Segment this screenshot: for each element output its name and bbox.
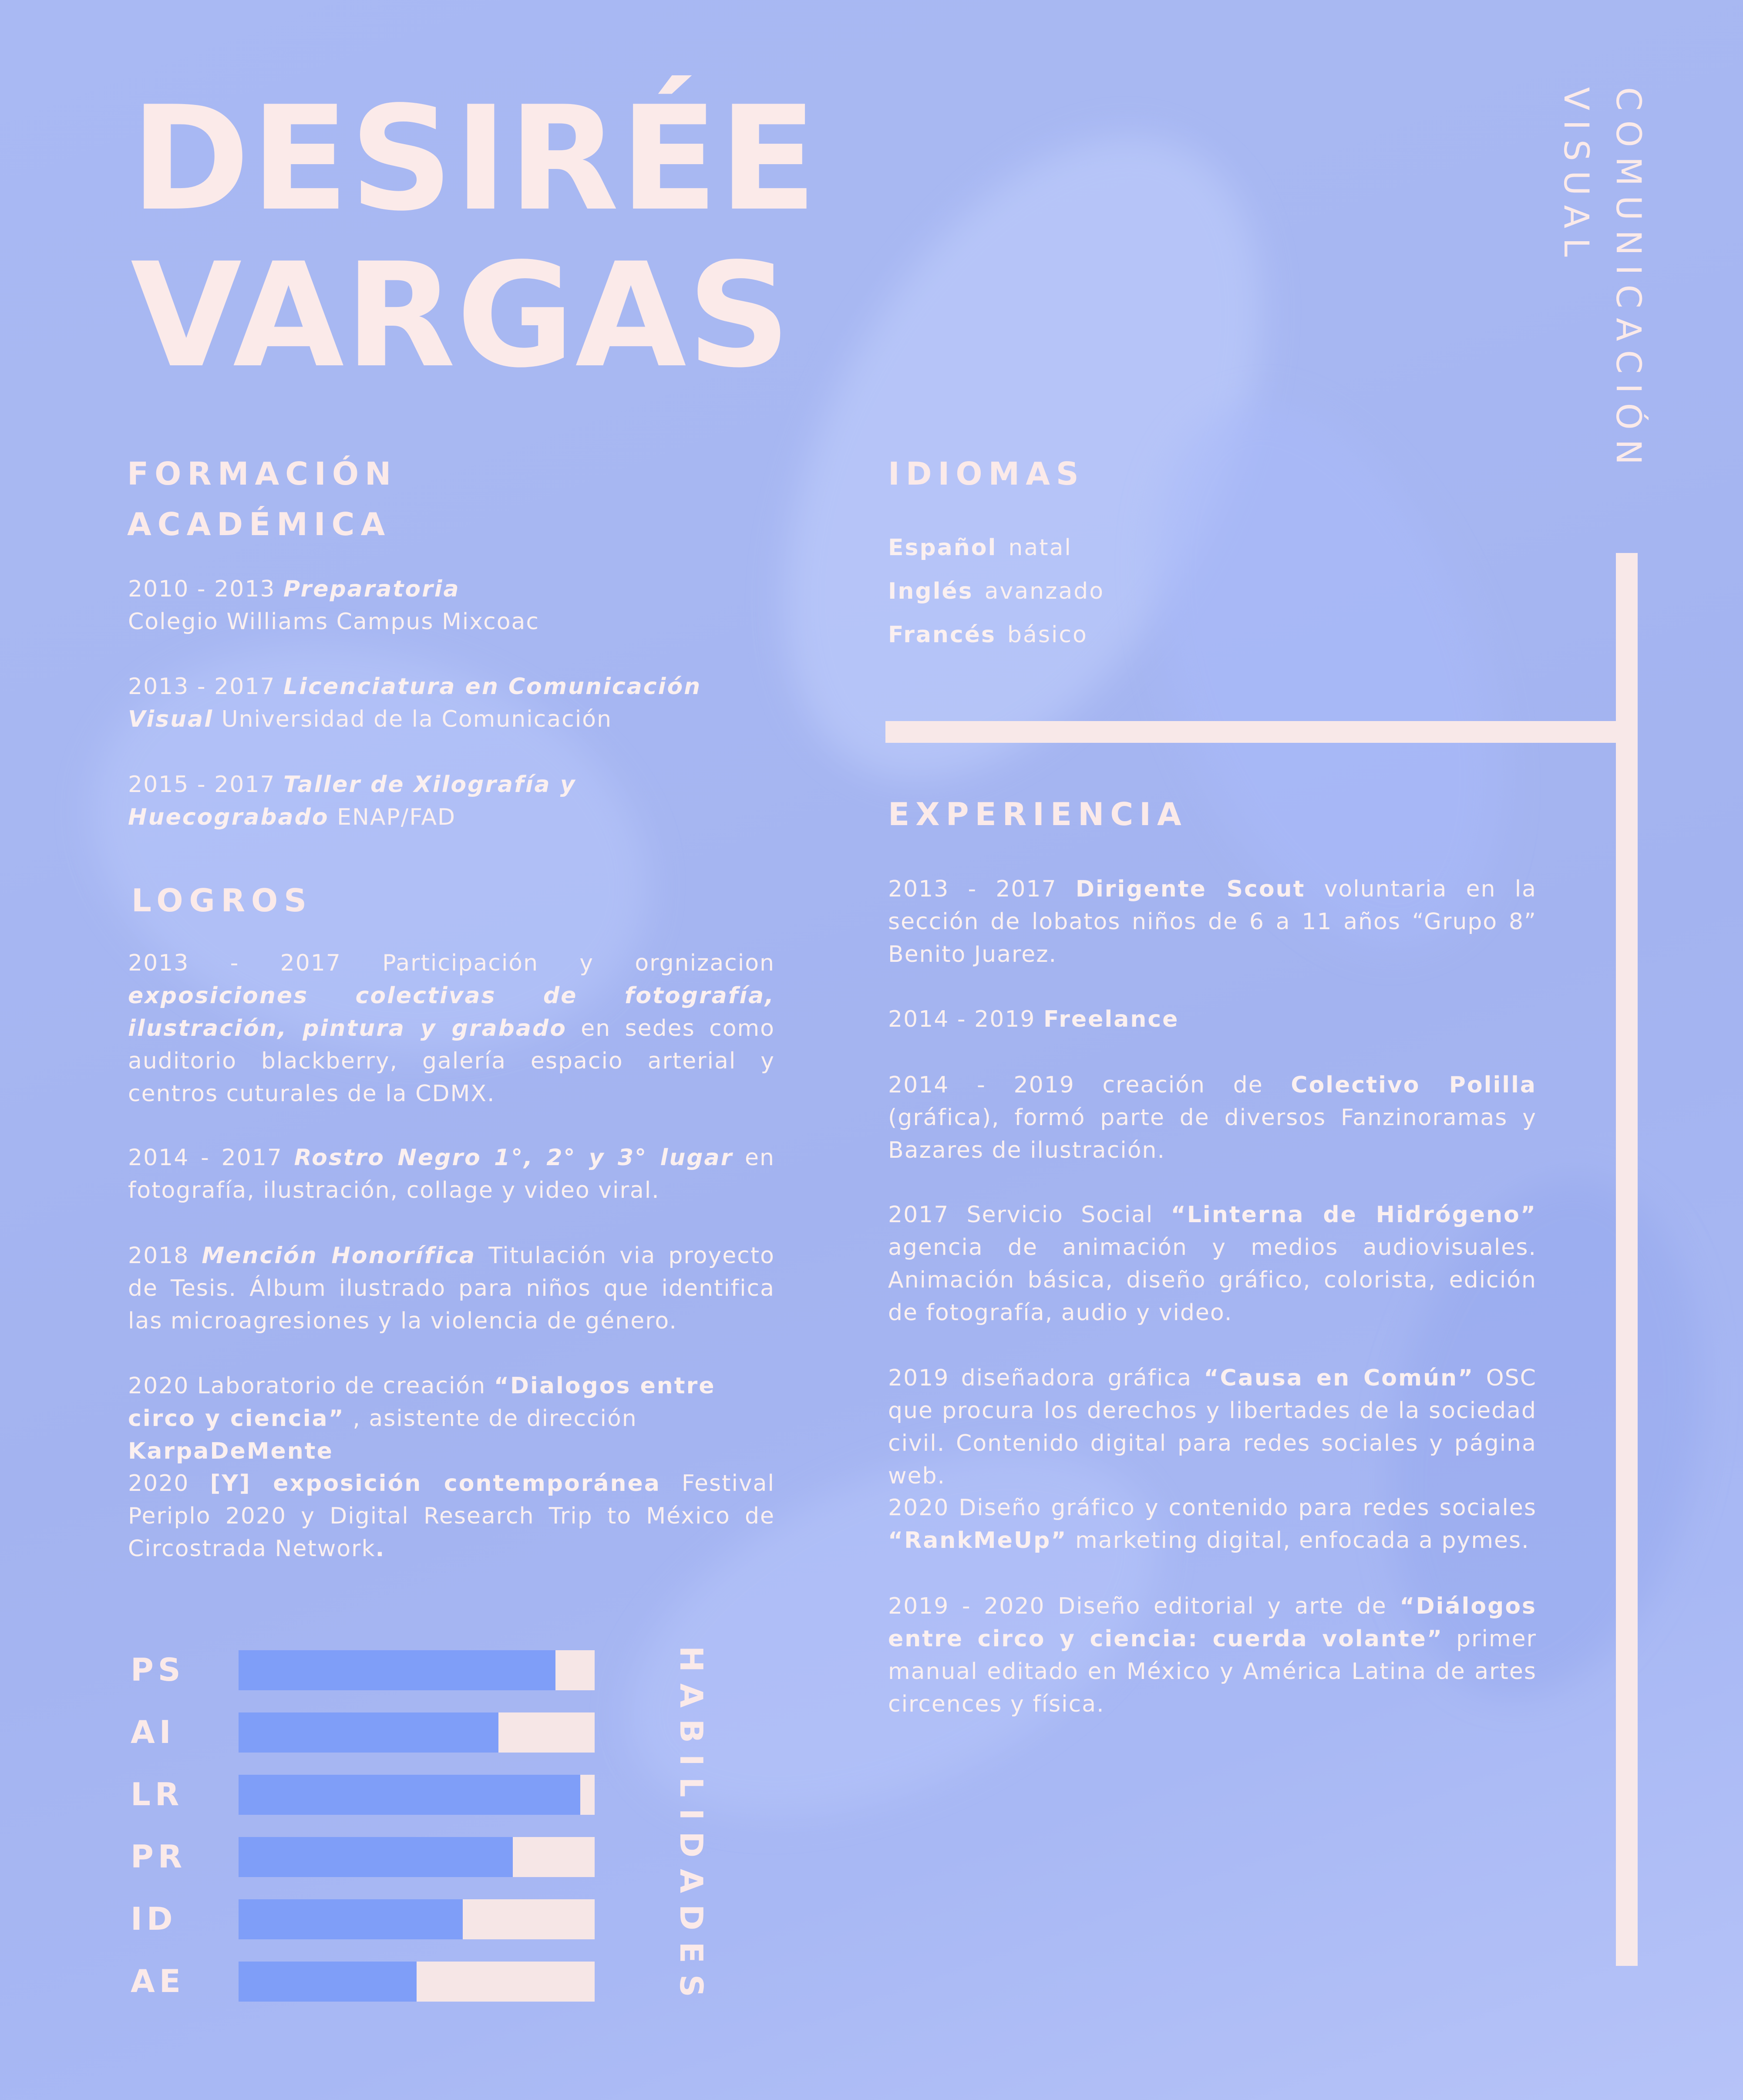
skill-bar-id — [239, 1899, 595, 1939]
skill-label-lr: LR — [131, 1776, 184, 1813]
skill-bar-ai — [239, 1712, 595, 1753]
entry-title: Licenciatura en Comunicación Visual — [128, 674, 702, 732]
language-name: Francés — [888, 622, 996, 648]
experiencia-entry: 2013 - 2017 Dirigente Scout voluntaria en la sección de lobatos niños de 6 a 11 años “Grupo 8” Benito Juarez. — [888, 876, 1537, 967]
entry-place: Universidad de la Comunicación — [221, 706, 612, 732]
idiomas-heading: IDIOMAS — [888, 455, 1085, 492]
formacion-entry — [128, 671, 781, 736]
logros-entry: 2014 - 2017 Rostro Negro 1°, 2° y 3° lugar en fotografía, ilustración, collage y video viral. — [128, 1145, 775, 1203]
entry-dates: 2010 - 2013 — [128, 576, 276, 602]
entry-place: ENAP/FAD — [337, 804, 456, 830]
skill-label-ai: AI — [131, 1714, 175, 1750]
habilidades-heading: HABILIDADES — [673, 1646, 710, 2009]
formacion-heading — [127, 448, 780, 549]
entry-place: Colegio Williams Campus Mixcoac — [128, 609, 540, 635]
language-name: Inglés — [888, 578, 973, 604]
logros-entry: 2018 Mención Honorífica Titulación via proyecto de Tesis. Álbum ilustrado para niños que identifica las microagresiones y la violencia de género. — [128, 1243, 775, 1334]
experiencia-entry: 2014 - 2019 Freelance — [888, 1006, 1179, 1032]
horizontal-divider — [885, 721, 1638, 743]
formacion-entry — [128, 769, 668, 834]
entry-dates: 2013 - 2017 — [128, 674, 276, 700]
skill-bar-fill — [239, 1712, 498, 1753]
language-level: natal — [1008, 535, 1072, 561]
skill-bar-ps — [239, 1650, 595, 1690]
language-item — [888, 622, 1088, 648]
experiencia-entry: 2014 - 2019 creación de Colectivo Polilla (gráfica), formó parte de diversos Fanzinoramas y Bazares de ilustración. — [888, 1072, 1537, 1163]
formacion-heading-line1: FORMACIÓN — [127, 455, 397, 492]
language-level: avanzado — [984, 578, 1105, 604]
language-name: Español — [888, 535, 997, 561]
last-name: VARGAS — [131, 232, 792, 399]
vertical-divider — [1616, 553, 1638, 1966]
experiencia-entry: 2019 diseñadora gráfica “Causa en Común” OSC que procura los derechos y libertades de la sociedad civil. Contenido digital para redes sociales y página web. — [888, 1365, 1537, 1489]
skill-bar-ae — [239, 1962, 595, 2002]
logros-entry: 2020 [Y] exposición contemporánea Festival Periplo 2020 y Digital Research Trip to México de Circostrada Network. — [128, 1470, 775, 1562]
formacion-heading-line2: ACADÉMICA — [127, 506, 391, 543]
experiencia-entry: 2020 Diseño gráfico y contenido para redes sociales “RankMeUp” marketing digital, enfocada a pymes. — [888, 1495, 1537, 1554]
language-item — [888, 535, 1072, 561]
skill-bar-fill — [239, 1650, 555, 1690]
first-name: DESIRÉE — [131, 75, 818, 243]
language-level: básico — [1007, 622, 1088, 648]
experiencia-heading: EXPERIENCIA — [888, 796, 1188, 833]
skill-label-id: ID — [131, 1901, 177, 1937]
logros-heading: LOGROS — [131, 882, 313, 919]
logros-entry: 2013 - 2017 Participación y orgnizacion exposiciones colectivas de fotografía, ilustración, pintura y grabado en sedes como auditorio blackberry, galería espacio arterial y centros cuturales de la CDMX. — [128, 950, 775, 1107]
skill-bar-fill — [239, 1775, 580, 1815]
logros-entry: 2020 Laboratorio de creación “Dialogos entre circo y ciencia” , asistente de dirección KarpaDeMente — [128, 1373, 716, 1464]
experiencia-entry: 2019 - 2020 Diseño editorial y arte de “Diálogos entre circo y ciencia: cuerda volante” primer manual editado en México y América Latina de artes circences y física. — [888, 1593, 1537, 1717]
formacion-entry — [128, 573, 781, 638]
skill-label-pr: PR — [131, 1838, 187, 1875]
entry-dates: 2015 - 2017 — [128, 772, 276, 798]
skill-bar-pr — [239, 1837, 595, 1877]
skill-bar-fill — [239, 1837, 513, 1877]
experiencia-entry: 2017 Servicio Social “Linterna de Hidrógeno” agencia de animación y medios audiovisuales. Animación básica, diseño gráfico, colorista, edición de fotografía, audio y video. — [888, 1202, 1537, 1326]
profession-title: COMUNICACIÓN VISUAL — [1556, 87, 1648, 475]
entry-title: Taller de Xilografía y Huecograbado — [128, 772, 576, 830]
skill-label-ae: AE — [131, 1963, 185, 1999]
skill-label-ps: PS — [131, 1652, 185, 1688]
skill-bar-lr — [239, 1775, 595, 1815]
skill-bar-fill — [239, 1899, 463, 1939]
skill-bar-fill — [239, 1962, 417, 2002]
language-item — [888, 578, 1104, 604]
entry-title: Preparatoria — [283, 576, 460, 602]
